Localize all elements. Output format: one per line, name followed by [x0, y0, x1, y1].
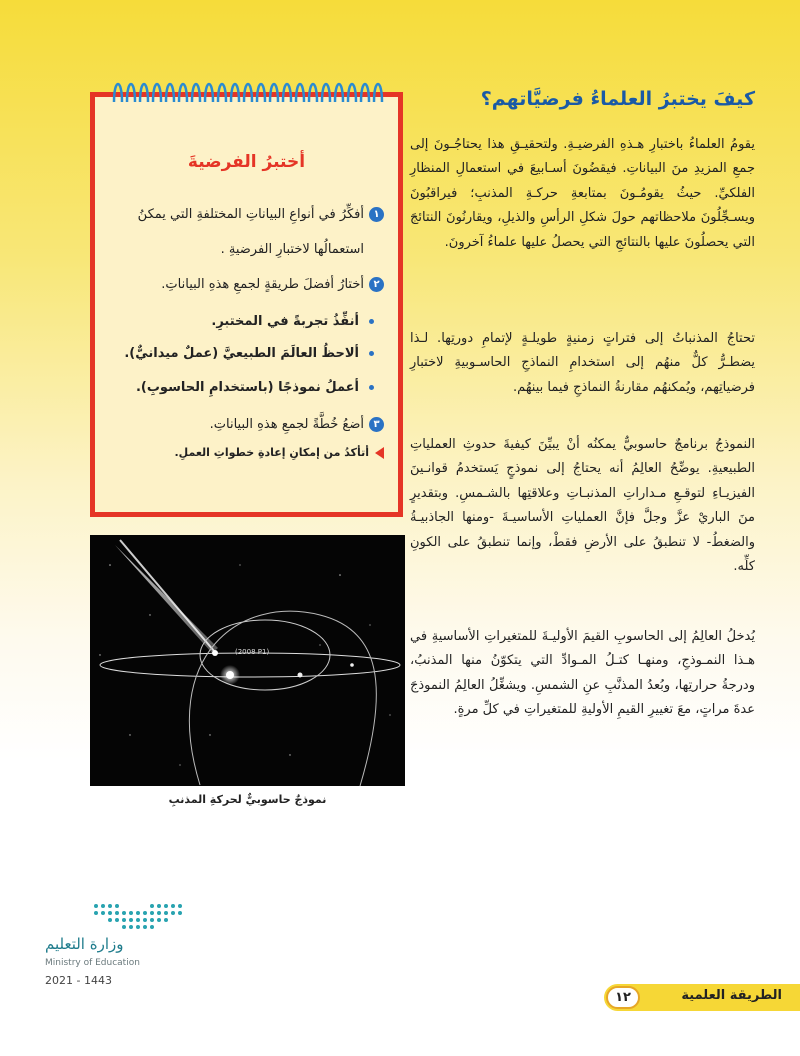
box-title: أختبرُ الفرضيةَ [187, 152, 306, 172]
chapter-label: الطريقة العلمية [681, 988, 782, 1003]
bullet-dot [369, 351, 374, 356]
photo-caption: نموذجٌ حاسوبيٌّ لحركةِ المذنبِ [168, 793, 327, 806]
comet-label: (2008 P1) [235, 648, 270, 656]
ministry-name-arabic: وزارة التعليم [45, 935, 124, 953]
note [107, 443, 384, 463]
bullet-text: ألاحظُ العالَمَ الطبيعيَّ (عملٌ ميدانيٌّ). [124, 346, 359, 361]
paragraph-1: يقومُ العلماءُ باختبارِ هـذهِ الفرضيـةِ. ولتحقيـقِ هذا يحتاجُـونَ إلى جمعِ المزيدِ منَ البياناتِ. فيقضُونَ أسـابيعَ في استعمالِ المنظارِ الفلكيِّ. حيثُ يقومُـونَ بمتابعةِ حركـةِ المذنبِ؛ فيراقبُونَ ويسـجِّلُونَ ملاحظاتهم حولَ شكلِ الرأسِ والذيلِ، ويقارنُونَ النتائجَ التي يحصلُونَ عليها بالنتائجِ التي يحصلُ عليها علماءُ آخرونَ. [410, 137, 755, 250]
paragraph-4: يُدخلُ العالِمُ إلى الحاسوبِ القيمَ الأوليـةَ للمتغيراتِ الأساسيةِ في هـذا النمـوذجِ، ومنهـا كتـلُ المـوادِّ التي يتكوّنُ منها المذنبُ، ودرجةُ حرارتِها، وبُعدُ المذنَّبِ عنِ الشمسِ. ويشغِّلُ العالِمُ النموذجَ عدةَ مراتٍ، معَ تغييرِ القيمِ الأوليةِ للمتغيراتِ في كلِّ مرةٍ. [410, 629, 755, 718]
step-3-number: ٣ [369, 417, 384, 432]
step-1 [107, 205, 384, 225]
step-3-text: أضعُ خُطَّةً لجمعِ هذهِ البياناتِ. [209, 417, 364, 432]
comet-orbit-image [90, 535, 405, 786]
comet-photo [90, 535, 405, 786]
bullet-text: أعملُ نموذجًا (باستخدامِ الحاسوبِ). [135, 380, 359, 395]
bullet-item [107, 378, 374, 398]
notebook-box [90, 92, 403, 517]
paragraph-3: النموذجُ برنامجٌ حاسوبيٌّ يمكنُه أنْ يبيِّنَ كيفيةَ حدوثِ العملياتِ الطبيعيةِ. يوضِّحُ العالِمُ أنه يحتاجُ إلى نموذجٍ يَستخدمُ قوانـينَ الفيزيـاءِ لتوقـعِ مـداراتِ المذنبـاتِ وعلاقتِها بالشـمسِ. وبتقديرٍ منَ الباريْ عزَّ وجلَّ فإنَّ العملياتِ الأساسيـةَ -ومنها الجاذبيـةُ والضغطُ- لا تنطبقُ على الأرضِ فقطْ، وإنما تنطبقُ على الكونِ كلِّه. [410, 437, 755, 575]
step-1-number: ١ [369, 207, 384, 222]
spiral-binding-icon [110, 72, 395, 106]
step-2 [107, 275, 384, 295]
step-2-text: أختارُ أفضلَ طريقةٍ لجمعِ هذهِ البياناتِ. [161, 277, 364, 292]
edition-year: 2021 - 1443 [45, 974, 112, 987]
note-text: أتأكدُ من إمكانِ إعادةِ خطواتِ العملِ. [174, 446, 369, 459]
red-triangle-icon [375, 447, 384, 459]
step-2-number: ٢ [369, 277, 384, 292]
step-1-text: أفكِّرُ في أنواعِ البياناتِ المختلفةِ التي يمكنُ [137, 207, 364, 222]
page-number: ١٢ [606, 986, 640, 1009]
bullet-dot [369, 385, 374, 390]
paragraph-2: تحتاجُ المذنباتُ إلى فتراتٍ زمنيةٍ طويلـةٍ لإتمامِ دورتِها. لـذا يضطـرُّ كلٌّ منهُم إلى استخدامِ النماذجِ الحاسـوبيةِ لاختبارِ فرضياتِهم، ويُمكنهُم مقارنةُ النماذجِ فيما بينهُم. [410, 331, 755, 395]
ministry-name-english: Ministry of Education [45, 958, 140, 968]
ministry-logo-icon [90, 900, 190, 932]
bullet-dot [369, 319, 374, 324]
bullet-item [107, 344, 374, 364]
bullet-text: أنفِّذُ تجربةً في المختبرِ. [211, 314, 359, 329]
section-title: كيفَ يختبرُ العلماءُ فرضيَّاتهم؟ [480, 88, 755, 110]
step-3 [107, 415, 384, 435]
bullet-item [107, 312, 374, 332]
step-1-continued: استعمالُها لاختبارِ الفرضيةِ . [220, 242, 364, 257]
